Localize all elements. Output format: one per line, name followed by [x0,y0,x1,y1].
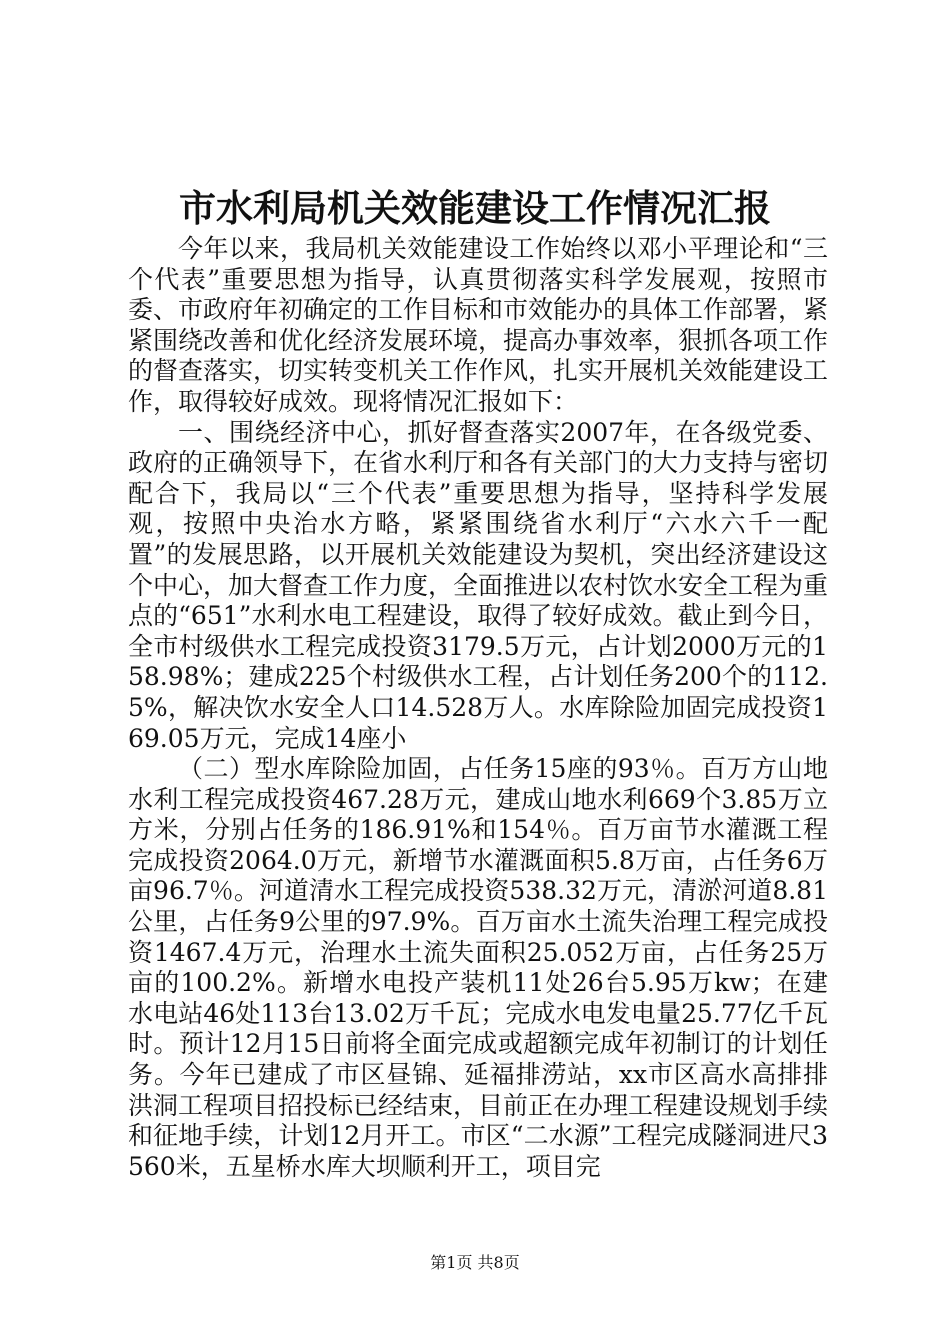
document-title: 市水利局机关效能建设工作情况汇报 [179,186,771,230]
paragraph-section-two: （二）型水库除险加固，占任务15座的93％。百万方山地水利工程完成投资467.28万元，建成山地水利669个3.85万立方米，分别占任务的186.91%和154％。百万亩节水灌溉工程完成投资2064.0万元，新增节水灌溉面积5.8万亩，占任务6万亩96.7％。河道清水工程完成投资538.32万元，清淤河道8.81公里，占任务9公里的97.9%。百万亩水土流失治理工程完成投资1467.4万元，治理水土流失面积25.052万亩，占任务25万亩的100.2%。新增水电投产装机11处26台5.95万kw；在建水电站46处113台13.02万千瓦；完成水电发电量25.77亿千瓦时。预计12月15日前将全面完成或超额完成年初制订的计划任务。今年已建成了市区昼锦、延福排涝站，xx市区高水高排排洪洞工程项目招投标已经结束，目前正在办理工程建设规划手续和征地手续，计划12月开工。市区“二水源”工程完成隧洞进尺3560米，五星桥水库大坝顺利开工，项目完 [128,754,829,1181]
page-footer: 第1页 共8页 [430,1253,520,1272]
paragraph-section-one: 一、围绕经济中心，抓好督查落实2007年，在各级党委、政府的正确领导下，在省水利厅和各有关部门的大力支持与密切配合下，我局以“三个代表”重要思想为指导，坚持科学发展观，按照中央治水方略，紧紧围绕省水利厅“六水六千一配置”的发展思路，以开展机关效能建设为契机，突出经济建设这个中心，加大督查工作力度，全面推进以农村饮水安全工程为重点的“651”水利水电工程建设，取得了较好成效。截止到今日，全市村级供水工程完成投资3179.5万元，占计划2000万元的158.98%；建成225个村级供水工程，占计划任务200个的112.5%，解决饮水安全人口14.528万人。水库除险加固完成投资169.05万元，完成14座小 [128,417,829,753]
document-body [128,234,828,1182]
paragraph-intro: 今年以来，我局机关效能建设工作始终以邓小平理论和“三个代表”重要思想为指导，认真贯彻落实科学发展观，按照市委、市政府年初确定的工作目标和市效能办的具体工作部署，紧紧围绕改善和优化经济发展环境，提高办事效率，狠抓各项工作的督查落实，切实转变机关工作作风，扎实开展机关效能建设工作，取得较好成效。现将情况汇报如下： [128,234,829,416]
